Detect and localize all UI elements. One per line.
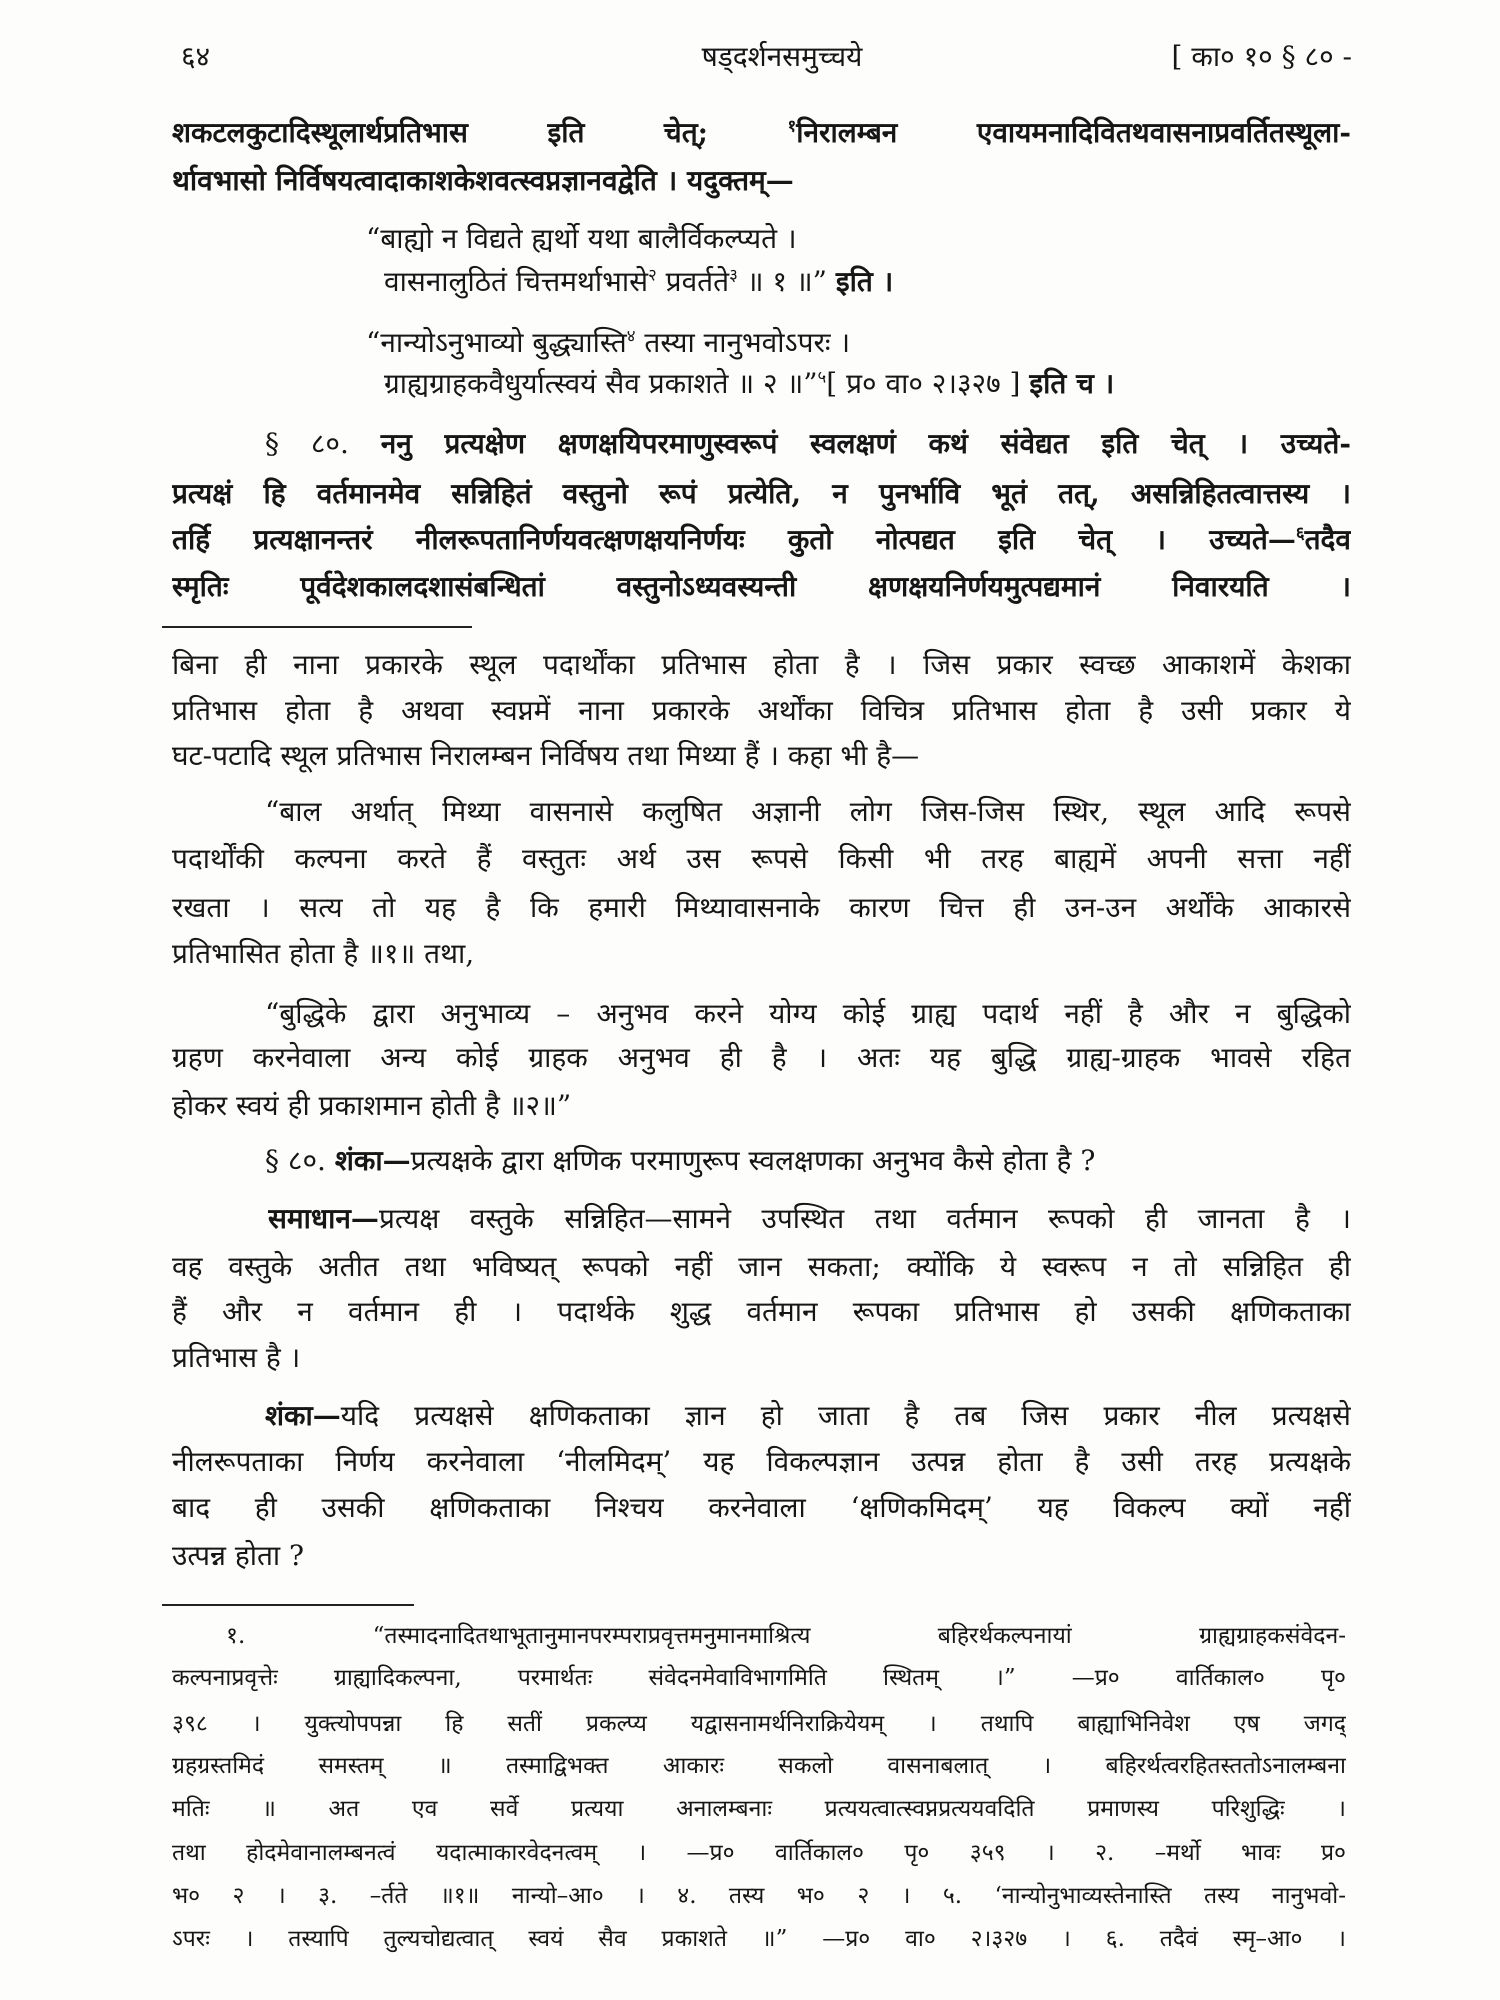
- verse-line: “बाह्यो न विद्यते ह्यर्थो यथा बालैर्विकल्प्यते ।: [366, 222, 797, 255]
- verse-text: “नान्योऽनुभाव्यो बुद्ध्यास्ति: [366, 326, 627, 359]
- footnote-line: ३९८ । युक्त्योपपन्ना हि सतीं प्रकल्प्य यद्वासनामर्थनिराक्रियेयम् । तथापि बाह्याभिनिवेश एष जगद्: [172, 1711, 1346, 1737]
- translation-line: नीलरूपताका निर्णय करनेवाला ‘नीलमिदम्’ यह विकल्पज्ञान उत्पन्न होता है उसी तरह प्रत्यक्षके: [172, 1445, 1351, 1478]
- sanskrit-text: शकटलकुटादिस्थूलार्थप्रतिभास इति चेत्;: [172, 116, 788, 149]
- translation-text: प्रत्यक्षके द्वारा क्षणिक परमाणुरूप स्वलक्षणका अनुभव कैसे होता है ?: [410, 1144, 1096, 1177]
- translation-line: प्रतिभास है ।: [172, 1341, 301, 1374]
- footnote-line: १. “तस्मादनादितथाभूतानुमानपरम्पराप्रवृत्तमनुमानमाश्रित्य बहिरर्थकल्पनायां ग्राह्यग्राहकसंवेदन-: [226, 1623, 1346, 1649]
- sanskrit-text: ननु प्रत्यक्षेण क्षणक्षयिपरमाणुस्वरूपं स्वलक्षणं कथं संवेद्यत इति चेत् । उच्यते-: [380, 427, 1351, 460]
- sanskrit-line: [265, 421, 1351, 467]
- translation-line: [265, 1393, 1351, 1439]
- translation-line: उत्पन्न होता ?: [172, 1539, 305, 1572]
- footnote-line: भ० २ । ३. –र्तते ॥१॥ नान्यो–आ० । ४. तस्य भ० २ । ५. ‘नान्योनुभाव्यस्तेनास्ति तस्य नानुभवो-: [172, 1883, 1346, 1909]
- translation-text: प्रत्यक्ष वस्तुके सन्निहित—सामने उपस्थित तथा वर्तमान रूपको ही जानता है ।: [378, 1202, 1351, 1235]
- translation-line: होकर स्वयं ही प्रकाशमान होती है ॥२॥”: [172, 1089, 572, 1122]
- translation-line: प्रतिभासित होता है ॥१॥ तथा,: [172, 937, 475, 970]
- translation-line: “बाल अर्थात् मिथ्या वासनासे कलुषित अज्ञानी लोग जिस-जिस स्थिर, स्थूल आदि रूपसे: [265, 795, 1351, 828]
- verse-iti: इति ।: [835, 265, 894, 298]
- verse-line: [366, 320, 1326, 366]
- translation-line: पदार्थोंकी कल्पना करते हैं वस्तुतः अर्थ उस रूपसे किसी भी तरह बाह्यमें अपनी सत्ता नहीं: [172, 842, 1351, 875]
- sanskrit-line: [172, 110, 1351, 156]
- citation: [ प्र० वा० २।३२७ ]: [826, 367, 1030, 400]
- objection-label: शंका—: [265, 1399, 341, 1432]
- sanskrit-line: र्थावभासो निर्विषयत्वादाकाशकेशवत्स्वप्नज्ञानवद्वेति । यदुक्तम्—: [172, 164, 794, 197]
- verse-text: प्रवर्तते: [656, 265, 730, 298]
- sanskrit-text: निरालम्बन एवायमनादिवितथवासनाप्रवर्तितस्थूला-: [796, 116, 1351, 149]
- verse-line: [384, 259, 1344, 305]
- translation-line: रखता । सत्य तो यह है कि हमारी मिथ्यावासनाके कारण चित्त ही उन-उन अर्थोंके आकारसे: [172, 891, 1351, 924]
- verse-text: तस्या नानुभवोऽपरः ।: [635, 326, 851, 359]
- section-reference: [ का० १० § ८० -: [1171, 40, 1352, 73]
- answer-label: समाधान—: [268, 1202, 379, 1235]
- translation-line: “बुद्धिके द्वारा अनुभाव्य – अनुभव करने योग्य कोई ग्राह्य पदार्थ नहीं है और न बुद्धिको: [265, 997, 1351, 1030]
- footnote-line: ऽपरः । तस्यापि तुल्यचोद्यत्वात् स्वयं सैव प्रकाशते ॥” —प्र० वा० २।३२७ । ६. तदैवं स्मृ–आ० ।: [172, 1926, 1346, 1952]
- translation-line: बाद ही उसकी क्षणिकताका निश्चय करनेवाला ‘क्षणिकमिदम्’ यह विकल्प क्यों नहीं: [172, 1491, 1351, 1524]
- footnote-marker: ३: [729, 264, 738, 285]
- section-marker: § ८०.: [265, 427, 381, 460]
- objection-label: शंका—: [334, 1144, 411, 1177]
- footnote-line: ग्रहग्रस्तमिदं समस्तम् ॥ तस्माद्विभक्त आकारः सकलो वासनाबलात् । बहिरर्थत्वरहितस्ततोऽनालम्बना: [172, 1753, 1346, 1779]
- translation-line: हैं और न वर्तमान ही । पदार्थके शुद्ध वर्तमान रूपका प्रतिभास हो उसकी क्षणिकताका: [172, 1295, 1351, 1328]
- verse-text: ग्राह्यग्राहकवैधुर्यात्स्वयं सैव प्रकाशते ॥ २ ॥”: [384, 367, 818, 400]
- sanskrit-line: स्मृतिः पूर्वदेशकालदशासंबन्धितां वस्तुनोऽध्यवस्यन्ती क्षणक्षयनिर्णयमुत्पद्यमानं निवारयति ।: [172, 570, 1351, 603]
- sanskrit-text: तर्हि प्रत्यक्षानन्तरं नीलरूपतानिर्णयवत्क्षणक्षयनिर्णयः कुतो नोत्पद्यत इति चेत् । उच्यते—: [172, 523, 1296, 556]
- running-title: षड्दर्शनसमुच्चये: [701, 40, 863, 73]
- verse-iti: इति च ।: [1029, 367, 1115, 400]
- translation-line: घट-पटादि स्थूल प्रतिभास निरालम्बन निर्विषय तथा मिथ्या हैं । कहा भी है—: [172, 739, 920, 772]
- translation-line: प्रतिभास होता है अथवा स्वप्नमें नाना प्रकारके अर्थोंका विचित्र प्रतिभास होता है उसी प्रकार ये: [172, 694, 1351, 727]
- sanskrit-line: [172, 517, 1351, 563]
- footnote-marker: ४: [626, 325, 636, 346]
- translation-line: [268, 1196, 1351, 1242]
- footnote-line: मतिः ॥ अत एव सर्वे प्रत्यया अनालम्बनाः प्रत्ययत्वात्स्वप्नप्रत्ययवदिति प्रमाणस्य परिशुद्धिः ।: [172, 1796, 1346, 1822]
- translation-line: वह वस्तुके अतीत तथा भविष्यत् रूपको नहीं जान सकता; क्योंकि ये स्वरूप न तो सन्निहित ही: [172, 1250, 1351, 1283]
- section-divider: [162, 626, 472, 628]
- page-number: ६४: [181, 40, 211, 73]
- verse-line: [384, 361, 1344, 407]
- sanskrit-text: तदैव: [1304, 523, 1351, 556]
- translation-text: यदि प्रत्यक्षसे क्षणिकताका ज्ञान हो जाता है तब जिस प्रकार नील प्रत्यक्षसे: [340, 1399, 1351, 1432]
- footnote-marker: २: [648, 264, 657, 285]
- footnote-line: तथा होदमेवानालम्बनत्वं यदात्माकारवेदनत्वम् । —प्र० वार्तिकाल० पृ० ३५९ । २. –मर्थो भावः प्र०: [172, 1840, 1346, 1866]
- footnote-marker: ५: [817, 366, 827, 387]
- translation-line: बिना ही नाना प्रकारके स्थूल पदार्थोंका प्रतिभास होता है । जिस प्रकार स्वच्छ आकाशमें केशका: [172, 648, 1351, 681]
- translation-line: ग्रहण करनेवाला अन्य कोई ग्राहक अनुभव ही है । अतः यह बुद्धि ग्राह्य-ग्राहक भावसे रहित: [172, 1041, 1351, 1074]
- footnote-marker: १: [787, 115, 797, 136]
- verse-text: वासनालुठितं चित्तमर्थाभासे: [384, 265, 649, 298]
- sanskrit-line: प्रत्यक्षं हि वर्तमानमेव सन्निहितं वस्तुनो रूपं प्रत्येति, न पुनर्भावि भूतं तत्, असन्निहितत्वात्तस्य ।: [172, 477, 1351, 510]
- footnote-marker: ६: [1295, 522, 1305, 543]
- footnote-divider: [162, 1604, 414, 1606]
- verse-text: ॥ १ ॥”: [737, 265, 836, 298]
- footnote-line: कल्पनाप्रवृत्तेः ग्राह्यादिकल्पना, परमार्थतः संवेदनमेवाविभागमिति स्थितम् ।” —प्र० वार्तिकाल० पृ०: [172, 1665, 1346, 1691]
- translation-line: [265, 1138, 1351, 1184]
- section-marker: § ८०.: [265, 1144, 335, 1177]
